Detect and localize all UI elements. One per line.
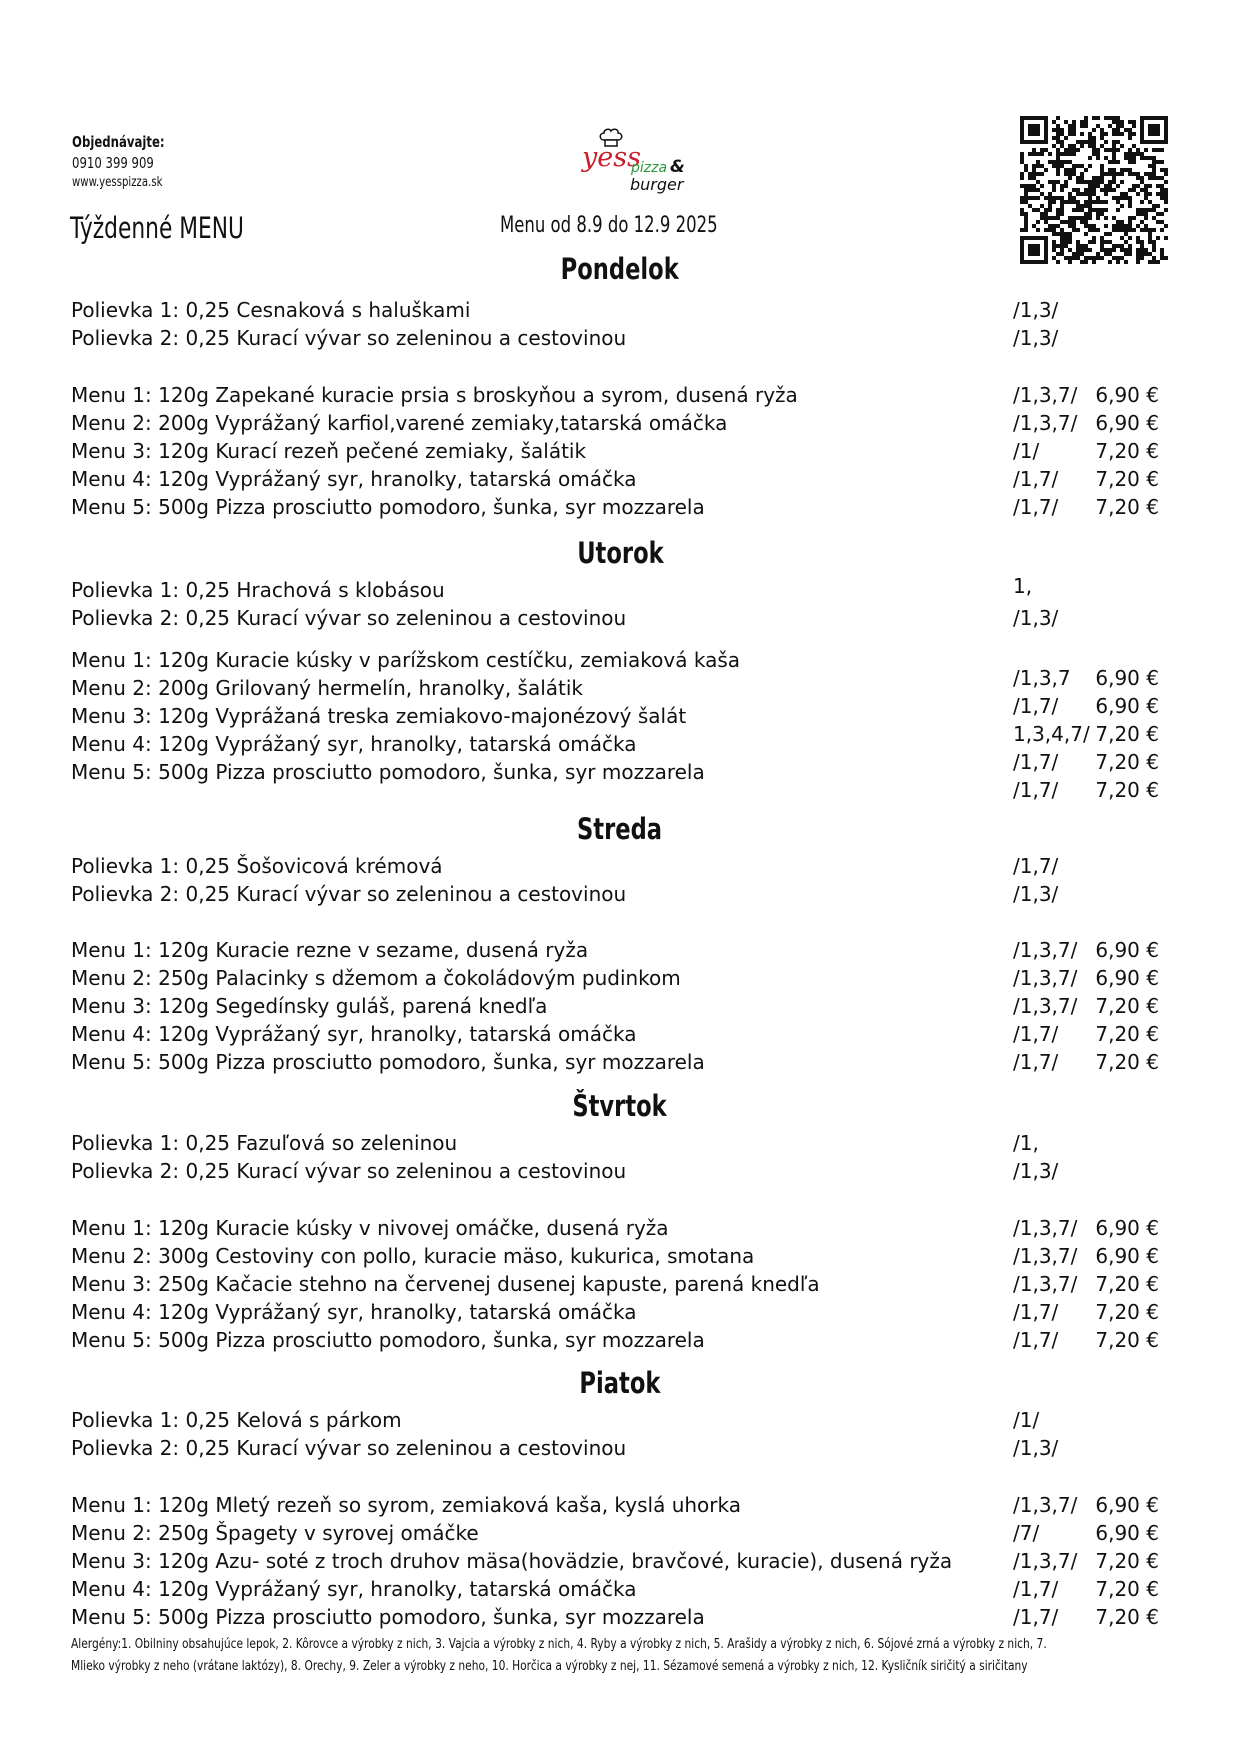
menu-allergens: 1,3,4,7/	[1013, 722, 1090, 746]
menu-price: 6,90 €	[1095, 966, 1159, 990]
menu-allergens: /7/	[1013, 1521, 1040, 1545]
menu-allergens: /1,3,7/	[1013, 1272, 1078, 1296]
menu-row	[0, 1242, 1240, 1270]
menu-price: 6,90 €	[1095, 1493, 1159, 1517]
menu-allergens: /1,3,7/	[1013, 966, 1078, 990]
day-heading-text: Utorok	[576, 536, 664, 570]
soup-allergens: /1,7/	[1013, 854, 1059, 878]
menu-allergens: /1,7/	[1013, 778, 1059, 802]
soup-row	[0, 1157, 1240, 1185]
menu-price: 7,20 €	[1095, 1328, 1159, 1352]
menu-item-name: Menu 3: 120g Vyprážaná treska zemiakovo-majonézový šalát	[71, 704, 687, 728]
allergens-legend	[71, 1634, 1151, 1678]
soup-allergens: /1,3/	[1013, 326, 1059, 350]
menu-item-name: Menu 2: 200g Vyprážaný karfiol,varené zemiaky,tatarská omáčka	[71, 411, 728, 435]
menu-item-name: Menu 3: 120g Kurací rezeň pečené zemiaky, šalátik	[71, 439, 587, 463]
menu-row	[0, 1547, 1240, 1575]
day-heading-text: Streda	[577, 812, 663, 846]
menu-allergens: /1,7/	[1013, 1300, 1059, 1324]
menu-price: 7,20 €	[1095, 750, 1159, 774]
soup-row	[0, 1406, 1240, 1434]
menu-item-name: Menu 4: 120g Vyprážaný syr, hranolky, tatarská omáčka	[71, 1300, 637, 1324]
soup-allergens: /1,3/	[1013, 606, 1059, 630]
day-heading-text: Piatok	[579, 1366, 661, 1400]
menu-item-name: Menu 5: 500g Pizza prosciutto pomodoro, šunka, syr mozzarela	[71, 1050, 705, 1074]
menu-allergens: /1,7/	[1013, 1050, 1059, 1074]
soup-row	[0, 1434, 1240, 1462]
menu-row	[0, 1270, 1240, 1298]
menu-row	[0, 936, 1240, 964]
soup-allergens: /1,3/	[1013, 1436, 1059, 1460]
menu-price: 7,20 €	[1095, 1300, 1159, 1324]
logo-text-burger: burger	[630, 175, 684, 194]
menu-item-name: Menu 2: 250g Palacinky s džemom a čokoládovým pudinkom	[71, 966, 681, 990]
soup-item-name: Polievka 2: 0,25 Kurací vývar so zeleninou a cestovinou	[71, 606, 627, 630]
allergens-line-2: Mlieko výrobky z neho (vrátane laktózy), 8. Orechy, 9. Zeler a výrobky z neho, 10. Horčica a výrobky z nej, 11. Sézamové semená a výrobky z nich, 12. Kysličník siričitý a siričitany	[71, 1659, 1028, 1674]
logo-text-yess: yess	[582, 142, 641, 173]
menu-item-name: Menu 1: 120g Mletý rezeň so syrom, zemiaková kaša, kyslá uhorka	[71, 1493, 741, 1517]
menu-item-name: Menu 3: 120g Segedínsky guláš, parená knedľa	[71, 994, 548, 1018]
soup-item-name: Polievka 2: 0,25 Kurací vývar so zeleninou a cestovinou	[71, 882, 627, 906]
allergens-line-1: Alergény:1. Obilniny obsahujúce lepok, 2. Kôrovce a výrobky z nich, 3. Vajcia a výrobky z nich, 4. Ryby a výrobky z nich, 5. Arašidy a výrobky z nich, 6. Sójové zrná a výrobky z nich, 7.	[71, 1637, 1047, 1652]
menu-item-name: Menu 5: 500g Pizza prosciutto pomodoro, šunka, syr mozzarela	[71, 1605, 705, 1629]
menu-item-name: Menu 1: 120g Kuracie kúsky v parížskom cestíčku, zemiaková kaša	[71, 648, 741, 672]
day-heading-text: Pondelok	[560, 252, 680, 286]
menu-row	[0, 465, 1240, 493]
website-link[interactable]: www.yesspizza.sk	[72, 175, 163, 190]
menu-price: 7,20 €	[1095, 1050, 1159, 1074]
menu-price: 7,20 €	[1095, 1577, 1159, 1601]
menu-item-name: Menu 1: 120g Kuracie rezne v sezame, dusená ryža	[71, 938, 589, 962]
menu-item-name: Menu 4: 120g Vyprážaný syr, hranolky, tatarská omáčka	[71, 1022, 637, 1046]
soup-item-name: Polievka 2: 0,25 Kurací vývar so zeleninou a cestovinou	[71, 1436, 627, 1460]
day-heading-text: Štvrtok	[572, 1089, 668, 1123]
menu-price: 6,90 €	[1095, 1244, 1159, 1268]
menu-allergens: /1,7/	[1013, 1022, 1059, 1046]
menu-allergens: /1,3,7/	[1013, 1244, 1078, 1268]
menu-price: 7,20 €	[1095, 439, 1159, 463]
menu-allergens: /1,7/	[1013, 694, 1059, 718]
menu-row	[0, 992, 1240, 1020]
menu-allergens: /1,3,7/	[1013, 994, 1078, 1018]
menu-row	[0, 1519, 1240, 1547]
menu-row	[0, 1603, 1240, 1631]
menu-price: 6,90 €	[1095, 411, 1159, 435]
menu-allergens: /1,7/	[1013, 1328, 1059, 1352]
soup-item-name: Polievka 1: 0,25 Cesnaková s haluškami	[71, 298, 471, 322]
soup-allergens: /1/	[1013, 1408, 1040, 1432]
menu-price: 7,20 €	[1095, 1272, 1159, 1296]
menu-price: 6,90 €	[1095, 938, 1159, 962]
soup-item-name: Polievka 2: 0,25 Kurací vývar so zeleninou a cestovinou	[71, 1159, 627, 1183]
menu-allergens: /1,3,7/	[1013, 383, 1078, 407]
menu-allergens: /1,3,7/	[1013, 1216, 1078, 1240]
soup-row	[0, 296, 1240, 324]
phone-number: 0910 399 909	[72, 154, 154, 172]
menu-price: 6,90 €	[1095, 666, 1159, 690]
menu-allergens: /1,3,7/	[1013, 938, 1078, 962]
menu-row	[0, 758, 1240, 802]
menu-allergens: /1,3,7/	[1013, 411, 1078, 435]
menu-allergens: /1,7/	[1013, 467, 1059, 491]
logo-text-ampersand: &	[670, 157, 685, 177]
menu-item-name: Menu 1: 120g Zapekané kuracie prsia s broskyňou a syrom, dusená ryža	[71, 383, 798, 407]
menu-item-name: Menu 3: 250g Kačacie stehno na červenej dusenej kapuste, parená knedľa	[71, 1272, 820, 1296]
menu-price: 7,20 €	[1095, 495, 1159, 519]
menu-price: 6,90 €	[1095, 1521, 1159, 1545]
soup-allergens: /1,	[1013, 1131, 1039, 1155]
menu-allergens: /1,7/	[1013, 750, 1059, 774]
menu-row	[0, 1020, 1240, 1048]
menu-price: 7,20 €	[1095, 467, 1159, 491]
menu-item-name: Menu 4: 120g Vyprážaný syr, hranolky, tatarská omáčka	[71, 732, 637, 756]
menu-allergens: /1,3,7/	[1013, 1493, 1078, 1517]
soup-item-name: Polievka 1: 0,25 Hrachová s klobásou	[71, 578, 445, 602]
menu-price: 7,20 €	[1095, 778, 1159, 802]
menu-item-name: Menu 1: 120g Kuracie kúsky v nivovej omáčke, dusená ryža	[71, 1216, 669, 1240]
soup-row	[0, 604, 1240, 632]
menu-price: 6,90 €	[1095, 694, 1159, 718]
qr-code-icon[interactable]	[1020, 116, 1168, 264]
soup-item-name: Polievka 1: 0,25 Šošovicová krémová	[71, 854, 443, 878]
menu-row	[0, 1326, 1240, 1354]
menu-item-name: Menu 3: 120g Azu- soté z troch druhov mäsa(hovädzie, bravčové, kuracie), dusená ryža	[71, 1549, 953, 1573]
menu-row	[0, 493, 1240, 521]
menu-date-range: Menu od 8.9 do 12.9 2025	[500, 213, 718, 238]
menu-allergens: /1,3,7/	[1013, 1549, 1078, 1573]
contact-block	[72, 133, 252, 190]
menu-row	[0, 1575, 1240, 1603]
menu-row	[0, 1298, 1240, 1326]
soup-item-name: Polievka 1: 0,25 Fazuľová so zeleninou	[71, 1131, 458, 1155]
menu-price: 6,90 €	[1095, 1216, 1159, 1240]
menu-row	[0, 409, 1240, 437]
menu-item-name: Menu 5: 500g Pizza prosciutto pomodoro, šunka, syr mozzarela	[71, 1328, 705, 1352]
day-heading	[0, 252, 1240, 286]
menu-allergens: /1/	[1013, 439, 1040, 463]
logo-text-pizza: pizza	[631, 160, 668, 176]
day-heading	[0, 536, 1240, 570]
menu-item-name: Menu 5: 500g Pizza prosciutto pomodoro, šunka, syr mozzarela	[71, 495, 705, 519]
menu-row	[0, 1214, 1240, 1242]
menu-row	[0, 437, 1240, 465]
weekly-menu-title: Týždenné MENU	[70, 211, 244, 245]
soup-row	[0, 852, 1240, 880]
menu-row	[0, 1491, 1240, 1519]
soup-item-name: Polievka 1: 0,25 Kelová s párkom	[71, 1408, 402, 1432]
menu-allergens: /1,3,7	[1013, 666, 1071, 690]
soup-allergens: /1,3/	[1013, 298, 1059, 322]
soup-allergens: /1,3/	[1013, 882, 1059, 906]
menu-price: 7,20 €	[1095, 1549, 1159, 1573]
menu-allergens: /1,7/	[1013, 495, 1059, 519]
menu-allergens: /1,7/	[1013, 1605, 1059, 1629]
menu-price: 7,20 €	[1095, 994, 1159, 1018]
soup-row	[0, 1129, 1240, 1157]
menu-item-name: Menu 5: 500g Pizza prosciutto pomodoro, šunka, syr mozzarela	[71, 760, 705, 784]
menu-item-name: Menu 4: 120g Vyprážaný syr, hranolky, tatarská omáčka	[71, 467, 637, 491]
order-label: Objednávajte:	[72, 133, 165, 151]
day-heading	[0, 812, 1240, 846]
soup-row	[0, 324, 1240, 352]
menu-row	[0, 964, 1240, 992]
menu-price: 6,90 €	[1095, 383, 1159, 407]
day-heading	[0, 1089, 1240, 1123]
menu-item-name: Menu 2: 300g Cestoviny con pollo, kuracie mäso, kukurica, smotana	[71, 1244, 755, 1268]
menu-row	[0, 381, 1240, 409]
soup-allergens: 1,	[1013, 574, 1033, 598]
menu-price: 7,20 €	[1095, 1605, 1159, 1629]
menu-item-name: Menu 4: 120g Vyprážaný syr, hranolky, tatarská omáčka	[71, 1577, 637, 1601]
soup-row	[0, 576, 1240, 604]
menu-price: 7,20 €	[1095, 722, 1159, 746]
yess-pizza-burger-logo	[576, 128, 686, 198]
menu-row	[0, 1048, 1240, 1076]
menu-allergens: /1,7/	[1013, 1577, 1059, 1601]
menu-item-name: Menu 2: 250g Špagety v syrovej omáčke	[71, 1521, 479, 1545]
menu-price: 7,20 €	[1095, 1022, 1159, 1046]
soup-row	[0, 880, 1240, 908]
day-heading	[0, 1366, 1240, 1400]
soup-allergens: /1,3/	[1013, 1159, 1059, 1183]
soup-item-name: Polievka 2: 0,25 Kurací vývar so zeleninou a cestovinou	[71, 326, 627, 350]
menu-item-name: Menu 2: 200g Grilovaný hermelín, hranolky, šalátik	[71, 676, 584, 700]
